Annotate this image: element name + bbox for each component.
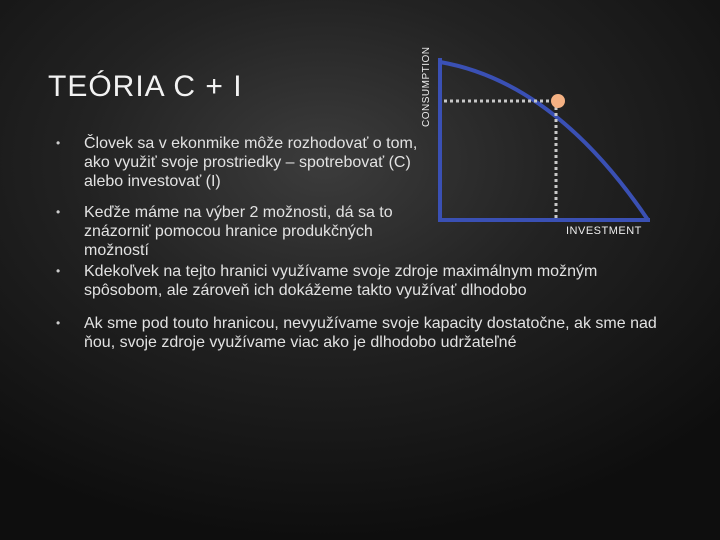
bullet-text: Ak sme pod touto hranicou, nevyužívame svoje kapacity dostatočne, ak sme nad ňou, svoje zdroje využívame viac ako je dlhodobo udržateľné xyxy=(84,315,657,351)
bullet-marker: • xyxy=(56,136,61,150)
bullet-marker: • xyxy=(56,316,61,330)
slide-title: TEÓRIA C + I xyxy=(48,70,243,103)
bullet-marker: • xyxy=(56,264,61,278)
ppf-curve xyxy=(440,62,648,220)
y-axis-label: CONSUMPTION xyxy=(421,46,432,127)
bullet-text: Keďže máme na výber 2 možnosti, dá sa to znázorniť pomocou hranice produkčných možností xyxy=(84,204,393,259)
ppf-point xyxy=(551,94,565,108)
bullet-marker: • xyxy=(56,205,61,219)
bullet-text: Človek sa v ekonmike môže rozhodovať o tom, ako využiť svoje prostriedky – spotrebovať (C) alebo investovať (I) xyxy=(84,135,418,190)
x-axis-label: INVESTMENT xyxy=(566,225,642,237)
bullet-text: Kdekoľvek na tejto hranici využívame svoje zdroje maximálnym možným spôsobom, ale zároveň ich dokážeme takto využívať dlhodobo xyxy=(84,263,598,299)
